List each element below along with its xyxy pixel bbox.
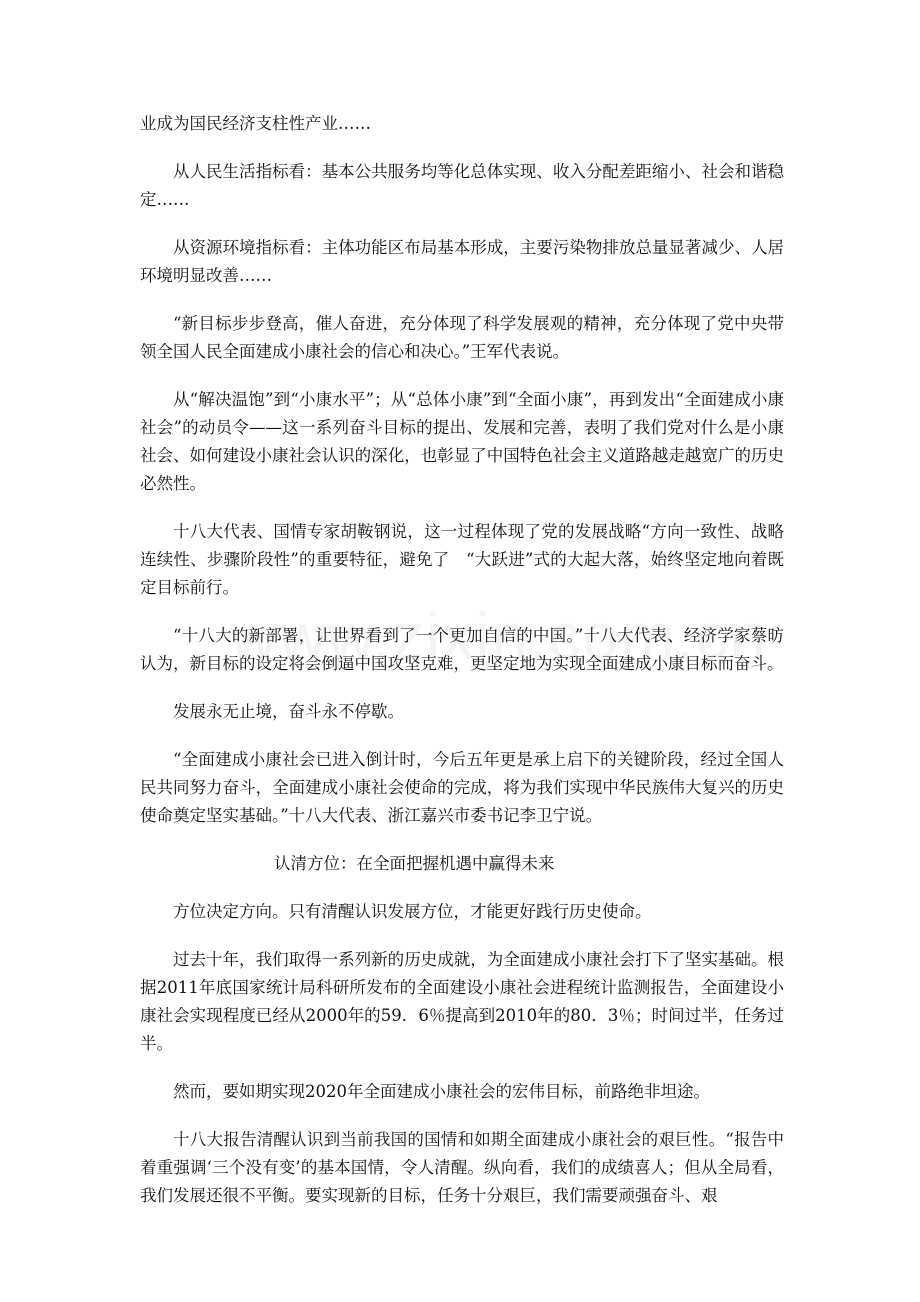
paragraph: “新目标步步登高，催人奋进，充分体现了科学发展观的精神，充分体现了党中央带领全国人民全面建成小康社会的信心和决心。”王军代表说。 <box>140 314 784 361</box>
paragraph: 方位决定方向。只有清醒认识发展方位，才能更好践行历史使命。 <box>173 902 652 921</box>
paragraph: 发展永无止境，奋斗永不停歇。 <box>173 702 404 721</box>
paragraph: 从“解决温饱”到“小康水平”；从“总体小康”到“全面小康”，再到发出“全面建成小康社会”的动员令——这一系列奋斗目标的提出、发展和完善，表明了我们党对什么是小康社会、如何建设小康社会认识的深化，也彰显了中国特色社会主义道路越走越宽广的历史必然性。 <box>140 390 784 493</box>
paragraph: 十八大代表、国情专家胡鞍钢说，这一过程体现了党的发展战略“方向一致性、战略连续性、步骤阶段性”的重要特征，避免了 “大跃进”式的大起大落，始终坚定地向着既定目标前行。 <box>140 522 784 597</box>
paragraph: 从资源环境指标看：主体功能区布局基本形成，主要污染物排放总量显著减少、人居环境明显改善…… <box>140 238 784 285</box>
paragraph: 过去十年，我们取得一系列新的历史成就，为全面建成小康社会打下了坚实基础。根据2011年底国家统计局科研所发布的全面建设小康社会进程统计监测报告，全面建设小康社会实现程度已经从2000年的59．6％提高到2010年的80．3％；时间过半，任务过半。 <box>140 950 784 1053</box>
paragraph: “全面建成小康社会已进入倒计时，今后五年更是承上启下的关键阶段，经过全国人民共同努力奋斗，全面建成小康社会使命的完成，将为我们实现中华民族伟大复兴的历史使命奠定坚实基础。”十八大代表、浙江嘉兴市委书记李卫宁说。 <box>140 750 784 825</box>
document-body <box>140 110 784 1230</box>
paragraph: “十八大的新部署，让世界看到了一个更加自信的中国。”十八大代表、经济学家蔡昉认为，新目标的设定将会倒逼中国攻坚克难，更坚定地为实现全面建成小康目标而奋斗。 <box>140 626 784 673</box>
paragraph: 十八大报告清醒认识到当前我国的国情和如期全面建成小康社会的艰巨性。“报告中着重强调‘三个没有变’的基本国情，令人清醒。纵向看，我们的成绩喜人；但从全局看，我们发展还很不平衡。要实现新的目标，任务十分艰巨，我们需要顽强奋斗、艰 <box>140 1130 784 1205</box>
paragraph: 业成为国民经济支柱性产业…… <box>140 114 371 133</box>
paragraph: 然而，要如期实现2020年全面建成小康社会的宏伟目标，前路绝非坦途。 <box>173 1082 710 1101</box>
paragraph: 从人民生活指标看：基本公共服务均等化总体实现、收入分配差距缩小、社会和谐稳定…… <box>140 162 784 209</box>
section-heading: 认清方位：在全面把握机遇中赢得未来 <box>274 854 555 873</box>
